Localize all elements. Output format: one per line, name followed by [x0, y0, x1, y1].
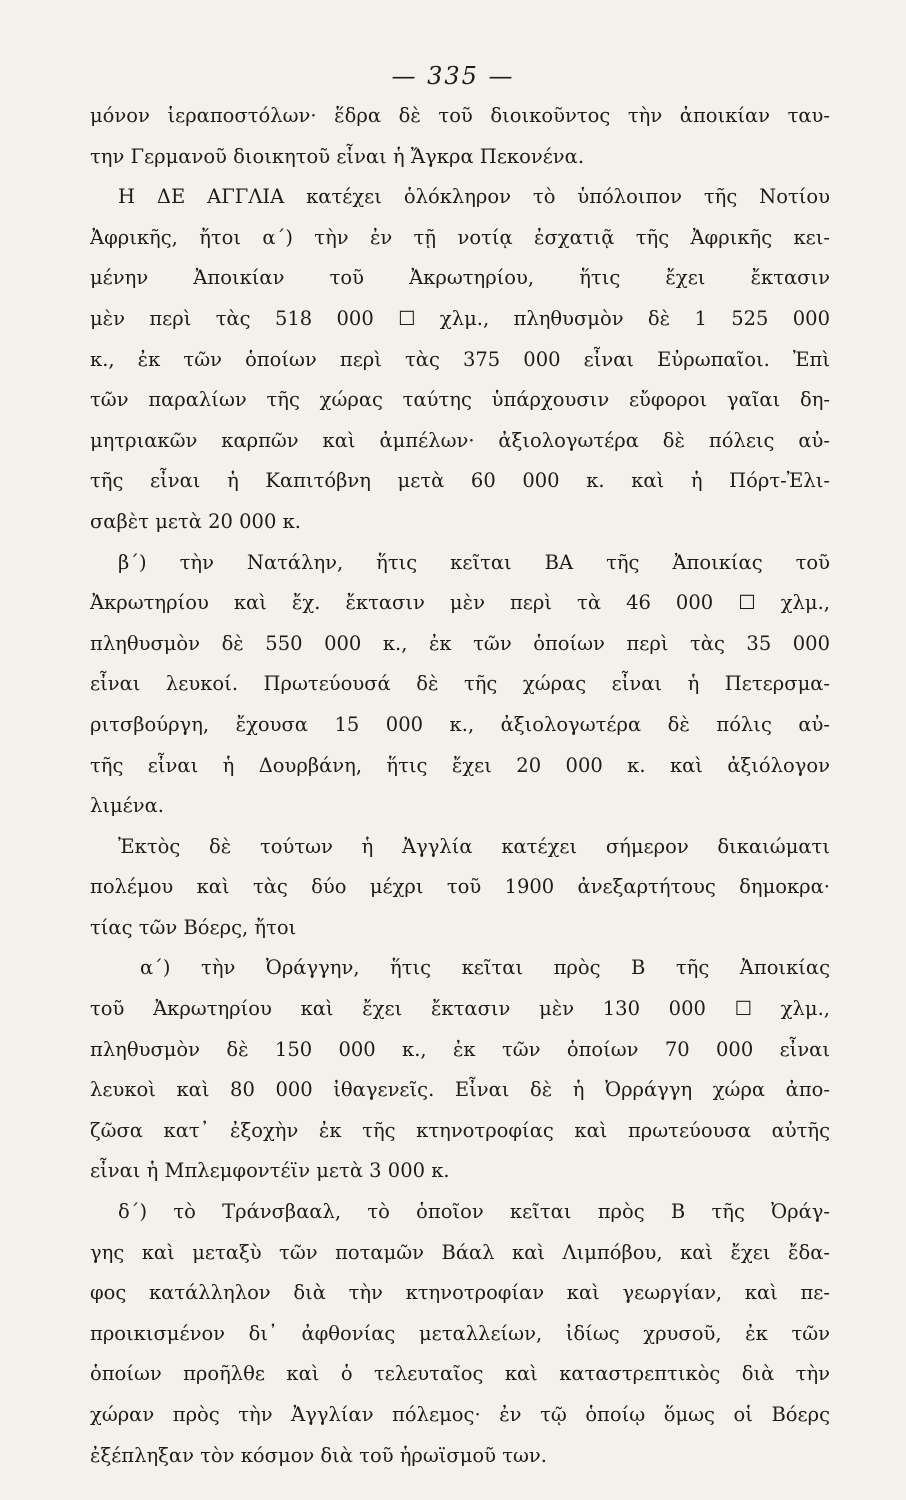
text-line: λευκοὶ καὶ 80 000 ἰθαγενεῖς. Εἶναι δὲ ἡ Ὀρράγγη χώρα ἀπο-	[90, 1078, 830, 1102]
text-line: ὁποίων προῆλθε καὶ ὁ τελευταῖος καὶ καταστρεπτικὸς διὰ τὴν	[90, 1362, 830, 1386]
text-line: τοῦ Ἀκρωτηρίου καὶ ἔχει ἔκτασιν μὲν 130 000 ☐ χλμ.,	[90, 997, 830, 1021]
text-line: τίας τῶν Βόερς, ἤτοι	[90, 915, 297, 939]
text-line: ἐξέπληξαν τὸν κόσμον διὰ τοῦ ἡρωϊσμοῦ των.	[90, 1443, 547, 1467]
text-line: σαβὲτ μετὰ 20 000 κ.	[90, 509, 301, 533]
text-line: β΄) τὴν Νατάλην, ἥτις κεῖται ΒΑ τῆς Ἀποικίας τοῦ	[118, 550, 830, 574]
text-line: τῆς εἶναι ἡ Καπιτόβνη μετὰ 60 000 κ. καὶ ἡ Πόρτ-Ἐλι-	[90, 469, 830, 493]
text-line: ριτσβούργη, ἔχουσα 15 000 κ., ἀξιολογωτέρα δὲ πόλις αὐ-	[90, 712, 830, 736]
text-line: μὲν περὶ τὰς 518 000 ☐ χλμ., πληθυσμὸν δὲ 1 525 000	[90, 306, 830, 330]
text-line: λιμένα.	[90, 794, 165, 818]
text-line: την Γερμανοῦ διοικητοῦ εἶναι ἡ Ἄγκρα Πεκονένα.	[90, 144, 585, 168]
text-line: πληθυσμὸν δὲ 550 000 κ., ἐκ τῶν ὁποίων περὶ τὰς 35 000	[90, 631, 830, 655]
page-number: — 335 —	[391, 62, 515, 90]
text-line: εἶναι ἡ Μπλεμφοντέϊν μετὰ 3 000 κ.	[90, 1159, 450, 1183]
text-line: μόνον ἱεραποστόλων· ἕδρα δὲ τοῦ διοικοῦντος τὴν ἀποικίαν ταυ-	[90, 104, 830, 127]
text-line: Η ΔΕ ΑΓΓΛΙΑ κατέχει ὁλόκληρον τὸ ὑπόλοιπον τῆς Νοτίου	[118, 185, 830, 209]
text-line: δ΄) τὸ Τράνσβααλ, τὸ ὁποῖον κεῖται πρὸς Β τῆς Ὀράγ-	[118, 1200, 830, 1224]
text-line: φος κατάλληλον διὰ τὴν κτηνοτροφίαν καὶ γεωργίαν, καὶ πε-	[90, 1281, 830, 1305]
text-line: πληθυσμὸν δὲ 150 000 κ., ἐκ τῶν ὁποίων 70 000 εἶναι	[90, 1037, 830, 1061]
text-line: ζῶσα κατ᾽ ἐξοχὴν ἐκ τῆς κτηνοτροφίας καὶ πρωτεύουσα αὐτῆς	[90, 1118, 830, 1142]
text-line: α΄) τὴν Ὀράγγην, ἥτις κεῖται πρὸς Β τῆς Ἀποικίας	[140, 956, 830, 980]
text-line: τῆς εἶναι ἡ Δουρβάνη, ἥτις ἔχει 20 000 κ. καὶ ἀξιόλογον	[90, 753, 830, 777]
text-line: Ἀκρωτηρίου καὶ ἔχ. ἔκτασιν μὲν περὶ τὰ 46 000 ☐ χλμ.,	[90, 591, 830, 615]
text-line: προικισμένον δι᾽ ἀφθονίας μεταλλείων, ἰδίως χρυσοῦ, ἐκ τῶν	[90, 1321, 830, 1345]
body-text	[90, 96, 830, 1476]
text-line: κ., ἐκ τῶν ὁποίων περὶ τὰς 375 000 εἶναι Εὐρωπαῖοι. Ἐπὶ	[90, 347, 830, 371]
text-line: πολέμου καὶ τὰς δύο μέχρι τοῦ 1900 ἀνεξαρτήτους δημοκρα·	[90, 875, 830, 899]
text-line: Ἀφρικῆς, ἤτοι α΄) τὴν ἐν τῇ νοτίᾳ ἐσχατιᾷ τῆς Ἀφρικῆς κει-	[90, 225, 830, 249]
text-line: τῶν παραλίων τῆς χώρας ταύτης ὑπάρχουσιν εὔφοροι γαῖαι δη-	[90, 388, 830, 412]
text-line: χώραν πρὸς τὴν Ἀγγλίαν πόλεμος· ἐν τῷ ὁποίῳ ὅμως οἱ Βόερς	[90, 1403, 830, 1426]
text-line: μένην Ἀποικίαν τοῦ Ἀκρωτηρίου, ἥτις ἔχει ἔκτασιν	[90, 266, 830, 290]
text-line: μητριακῶν καρπῶν καὶ ἀμπέλων· ἀξιολογωτέρα δὲ πόλεις αὐ-	[90, 428, 830, 452]
text-line: Ἐκτὸς δὲ τούτων ἡ Ἀγγλία κατέχει σήμερον δικαιώματι	[118, 834, 830, 858]
text-line: εἶναι λευκοί. Πρωτεύουσά δὲ τῆς χώρας εἶναι ἡ Πετερσμα-	[90, 672, 830, 696]
text-line: γης καὶ μεταξὺ τῶν ποταμῶν Βάαλ καὶ Λιμπόβου, καὶ ἔχει ἔδα-	[90, 1240, 830, 1264]
